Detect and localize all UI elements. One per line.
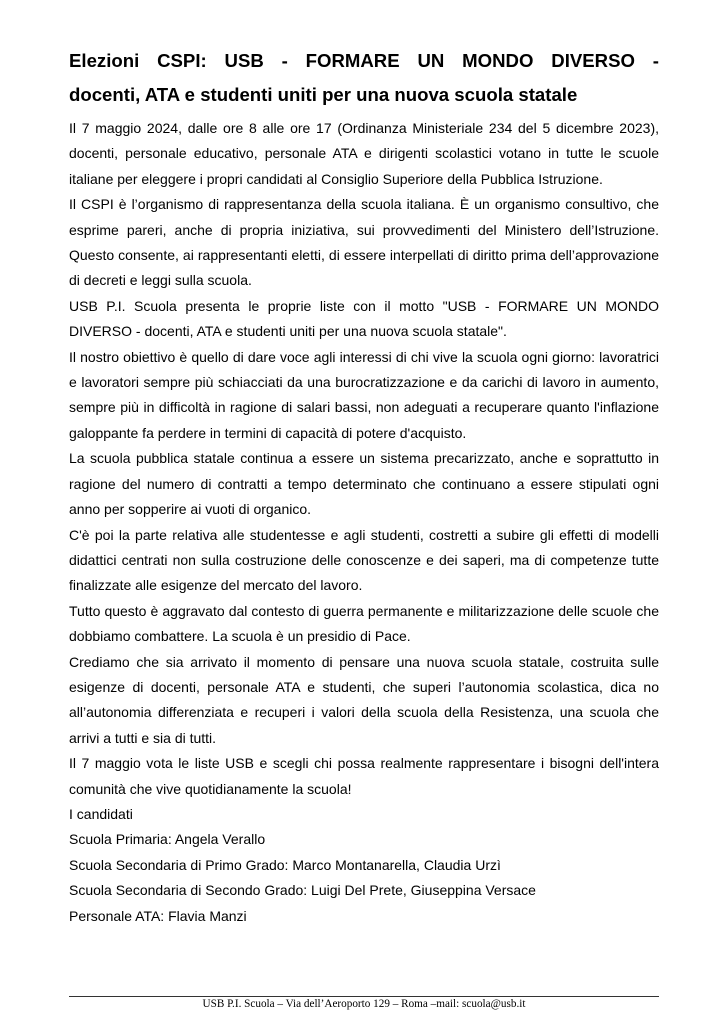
candidate-line: Personale ATA: Flavia Manzi xyxy=(69,907,247,924)
paragraph: La scuola pubblica statale continua a essere un sistema precarizzato, anche e soprattutto in ragione del numero di contratti a tempo determinato che continuano a essere stipulati ogni anno per sopperire ai vuoti di organico. xyxy=(69,450,659,518)
candidate-line: Scuola Secondaria di Secondo Grado: Luigi Del Prete, Giuseppina Versace xyxy=(69,882,536,899)
title-line-2: docenti, ATA e studenti uniti per una nuova scuola statale xyxy=(69,84,578,105)
title-line-1: Elezioni CSPI: USB - FORMARE UN MONDO DIVERSO - xyxy=(69,50,659,71)
paragraph: Il nostro obiettivo è quello di dare voce agli interessi di chi vive la scuola ogni giorno: lavoratrici e lavoratori sempre più schiacciati da una burocratizzazione e da carichi di lavoro in aumento, sempre più in difficoltà in ragione di salari bassi, non adeguati a recuperare quanto l'inflazione galoppante fa perdere in termini di capacità di potere d'acquisto. xyxy=(69,348,659,441)
page-title xyxy=(69,44,659,112)
candidate-line: Scuola Secondaria di Primo Grado: Marco Montanarella, Claudia Urzì xyxy=(69,856,501,873)
paragraph: Crediamo che sia arrivato il momento di pensare una nuova scuola statale, costruita sulle esigenze di docenti, personale ATA e studenti, che superi l’autonomia scolastica, dica no all’autonomia differenziata e recuperi i valori della scuola della Resistenza, una scuola che arrivi a tutti e sia di tutti. xyxy=(69,653,659,746)
paragraph: Il CSPI è l’organismo di rappresentanza della scuola italiana. È un organismo consultivo, che esprime pareri, anche di propria iniziativa, sui provvedimenti del Ministero dell’Istruzione. Questo consente, ai rappresentanti eletti, di essere interpellati di diritto prima dell’approvazione di decreti e leggi sulla scuola. xyxy=(69,196,659,289)
paragraph: C'è poi la parte relativa alle studentesse e agli studenti, costretti a subire gli effetti di modelli didattici centrati non sulla costruzione delle conoscenze e dei saperi, ma di competenze tutte finalizzate alle esigenze del mercato del lavoro. xyxy=(69,526,659,594)
paragraph: USB P.I. Scuola presenta le proprie liste con il motto "USB - FORMARE UN MONDO DIVERSO - docenti, ATA e studenti uniti per una nuova scuola statale". xyxy=(69,297,659,340)
page-footer: USB P.I. Scuola – Via dell’Aeroporto 129 – Roma –mail: scuola@usb.it xyxy=(202,998,526,1010)
candidate-line: Scuola Primaria: Angela Verallo xyxy=(69,831,266,848)
paragraph: Il 7 maggio 2024, dalle ore 8 alle ore 17 (Ordinanza Ministeriale 234 del 5 dicembre 2023), docenti, personale educativo, personale ATA e dirigenti scolastici votano in tutte le scuole italiane per eleggere i propri candidati al Consiglio Superiore della Pubblica Istruzione. xyxy=(69,120,659,187)
candidates-heading: I candidati xyxy=(69,805,133,822)
footer-divider xyxy=(69,996,659,997)
article-body xyxy=(69,116,659,929)
paragraph: Il 7 maggio vota le liste USB e scegli chi possa realmente rappresentare i bisogni dell'intera comunità che vive quotidianamente la scuola! xyxy=(69,755,659,797)
paragraph: Tutto questo è aggravato dal contesto di guerra permanente e militarizzazione delle scuole che dobbiamo combattere. La scuola è un presidio di Pace. xyxy=(69,602,659,645)
